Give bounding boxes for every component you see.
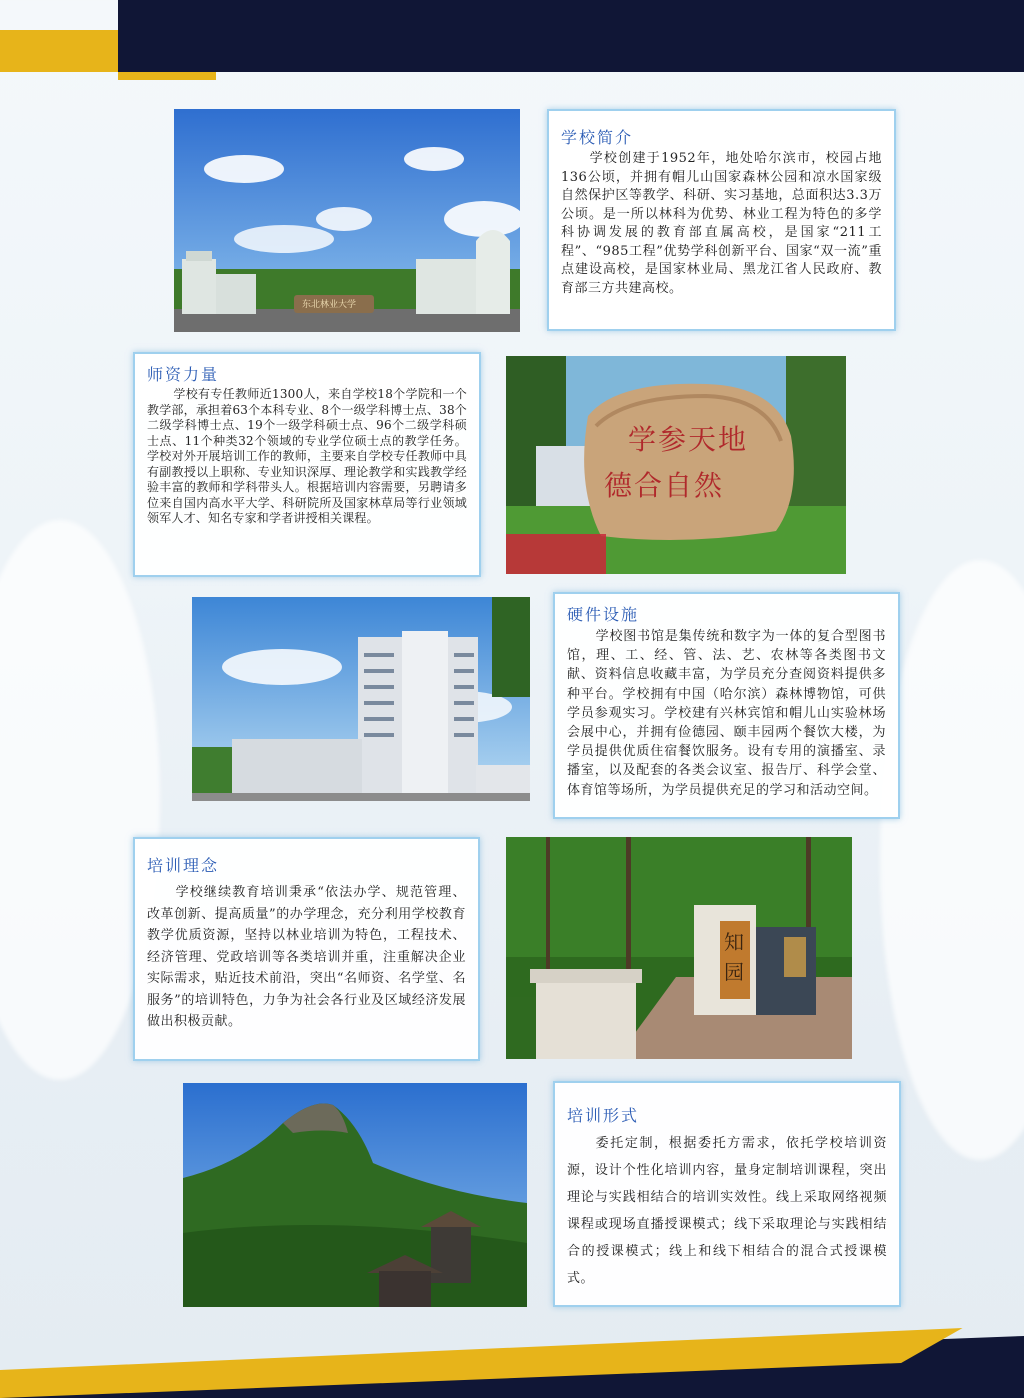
philosophy-card [133,837,480,1061]
top-gold-line [118,72,216,80]
intro-body: 学校创建于1952年，地处哈尔滨市，校园占地136公顷，并拥有帽儿山国家森林公园和凉水国家级自然保护区等教学、科研、实习基地，总面积达3.3万公顷。是一所以林科为优势、林业工程为特色的多学科协调发展的教育部直属高校，是国家“211工程”、“985工程”优势学科创新平台、国家“双一流”重点建设高校，是国家林业局、黑龙江省人民政府、教育部三方共建高校。 [561,151,882,296]
format-title: 培训形式 [567,1106,640,1125]
faculty-body: 学校有专任教师近1300人，来自学校18个学院和一个教学部，承担着63个本科专业、8个一级学科博士点、38个二级学科博士点、19个一级学科硕士点、96个二级学科硕士点、11个种类32个领域的专业学位硕士点的教学任务。学校对外开展培训工作的教师，主要来自学校专任教师中具有副教授以上职称、专业知识深厚、理论教学和实践教学经验丰富的教师和学科带头人。根据培训内容需要，另聘请多位来自国内高水平大学、科研院所及国家林草局等行业领域领军人才、知名专家和学者讲授相关课程。 [147,387,467,525]
inscribed-rock-photo [506,356,846,574]
faculty-title: 师资力量 [147,365,220,384]
facilities-body: 学校图书馆是集传统和数字为一体的复合型图书馆，理、工、经、管、法、艺、农林等各类图书文献、资料信息收藏丰富，为学员充分查阅资料提供多种平台。学校拥有中国（哈尔滨）森林博物馆，可供学员参观实习。学校建有兴林宾馆和帽儿山实验林场会展中心，并拥有俭德园、颐丰园两个餐饮大楼，为学员提供优质住宿餐饮服务。设有专用的演播室、录播室，以及配套的各类会议室、报告厅、科学会堂、体育馆等场所，为学员提供充足的学习和活动空间。 [567,629,886,798]
philosophy-title: 培训理念 [147,856,220,875]
zhiyuan-garden-photo [506,837,852,1059]
top-gold-band [0,30,118,72]
philosophy-body: 学校继续教育培训秉承“依法办学、规范管理、改革创新、提高质量”的办学理念，充分利用学校教育教学优质资源，坚持以林业培训为特色，工程技术、经济管理、党政培训等各类培训并重，注重解决企业实际需求，贴近技术前沿，突出“名师资、名学堂、名服务”的培训特色，力争为社会各行业及区域经济发展做出积极贡献。 [147,885,466,1029]
campus-gate-photo [174,109,520,332]
library-building-photo [192,597,530,801]
faculty-card [133,352,481,577]
facilities-title: 硬件设施 [567,605,640,624]
top-navy-band [118,0,1024,72]
frost-decor [880,560,1024,1160]
gate-sign-text: 东北林业大学 [302,300,357,310]
maoershan-mountain-photo [183,1083,527,1307]
format-card [553,1081,901,1307]
rock-inscription-1: 学参天地 [628,423,749,456]
format-body: 委托定制，根据委托方需求，依托学校培训资源，设计个性化培训内容，量身定制培训课程，突出理论与实践相结合的培训实效性。线上采取网络视频课程或现场直播授课模式；线下采取理论与实践相结合的授课模式；线上和线下相结合的混合式授课模式。 [567,1136,887,1286]
intro-card [547,109,896,331]
facilities-card [553,592,900,819]
intro-title: 学校简介 [561,128,634,147]
rock-inscription-2: 德合自然 [604,469,725,502]
garden-sign-text: 知园 [724,930,744,984]
